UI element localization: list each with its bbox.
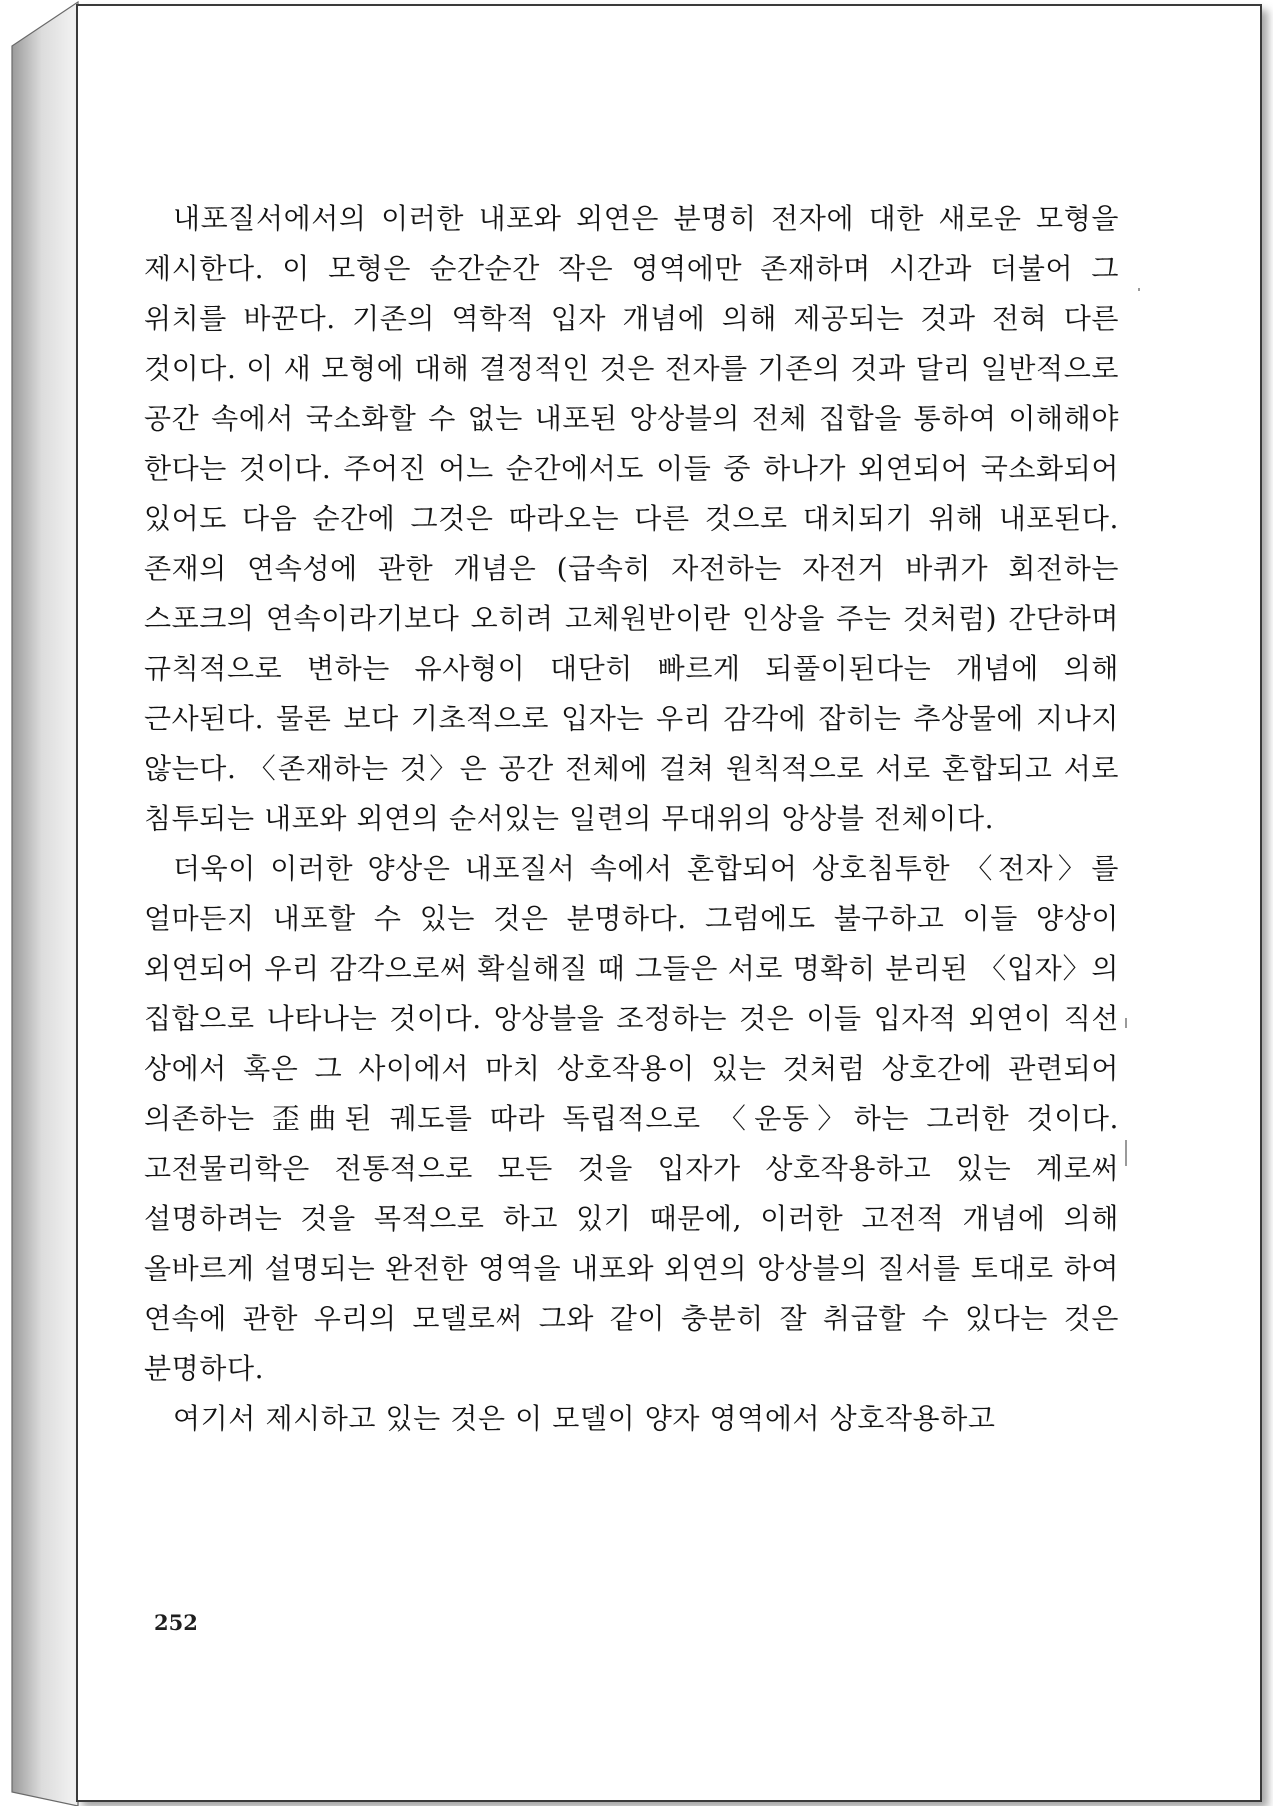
scan-mark bbox=[1125, 1018, 1127, 1028]
scan-mark bbox=[1138, 288, 1140, 291]
page-number: 252 bbox=[154, 1610, 198, 1635]
paragraph: 더욱이 이러한 양상은 내포질서 속에서 혼합되어 상호침투한 〈전자〉를 얼마든지 내포할 수 있는 것은 분명하다. 그럼에도 불구하고 이들 양상이 외연되어 우리 감각으로써 확실해질 때 그들은 서로 명확히 분리된 〈입자〉의 집합으로 나타나는 것이다. 앙상블을 조정하는 것은 이들 입자적 외연이 직선 상에서 혹은 그 사이에서 마치 상호작용이 있는 것처럼 상호간에 관련되어 의존하는 歪曲된 궤도를 따라 독립적으로 〈운동〉하는 그러한 것이다. 고전물리학은 전통적으로 모든 것을 입자가 상호작용하고 있는 계로써 설명하려는 것을 목적으로 하고 있기 때문에, 이러한 고전적 개념에 의해 올바르게 설명되는 완전한 영역을 내포와 외연의 앙상블의 질서를 토대로 하여 연속에 관한 우리의 모델로써 그와 같이 충분히 잘 취급할 수 있다는 것은 분명하다. bbox=[144, 852, 1119, 1385]
body-text bbox=[144, 194, 1119, 1444]
paragraph: 내포질서에서의 이러한 내포와 외연은 분명히 전자에 대한 새로운 모형을 제시한다. 이 모형은 순간순간 작은 영역에만 존재하며 시간과 더불어 그 위치를 바꾼다. 기존의 역학적 입자 개념에 의해 제공되는 것과 전혀 다른 것이다. 이 새 모형에 대해 결정적인 것은 전자를 기존의 것과 달리 일반적으로 공간 속에서 국소화할 수 없는 내포된 앙상블의 전체 집합을 통하여 이해해야 한다는 것이다. 주어진 어느 순간에서도 이들 중 하나가 외연되어 국소화되어 있어도 다음 순간에 그것은 따라오는 다른 것으로 대치되기 위해 내포된다. 존재의 연속성에 관한 개념은 (급속히 자전하는 자전거 바퀴가 회전하는 스포크의 연속이라기보다 오히려 고체원반이란 인상을 주는 것처럼) 간단하며 규칙적으로 변하는 유사형이 대단히 빠르게 되풀이된다는 개념에 의해 근사된다. 물론 보다 기초적으로 입자는 우리 감각에 잡히는 추상물에 지나지 않는다. 〈존재하는 것〉은 공간 전체에 걸쳐 원칙적으로 서로 혼합되고 서로 침투되는 내포와 외연의 순서있는 일련의 무대위의 앙상블 전체이다. bbox=[144, 202, 1120, 835]
paragraph: 여기서 제시하고 있는 것은 이 모델이 양자 영역에서 상호작용하고 bbox=[173, 1402, 996, 1435]
scan-mark bbox=[1125, 1140, 1127, 1166]
book-spine bbox=[0, 0, 80, 1806]
